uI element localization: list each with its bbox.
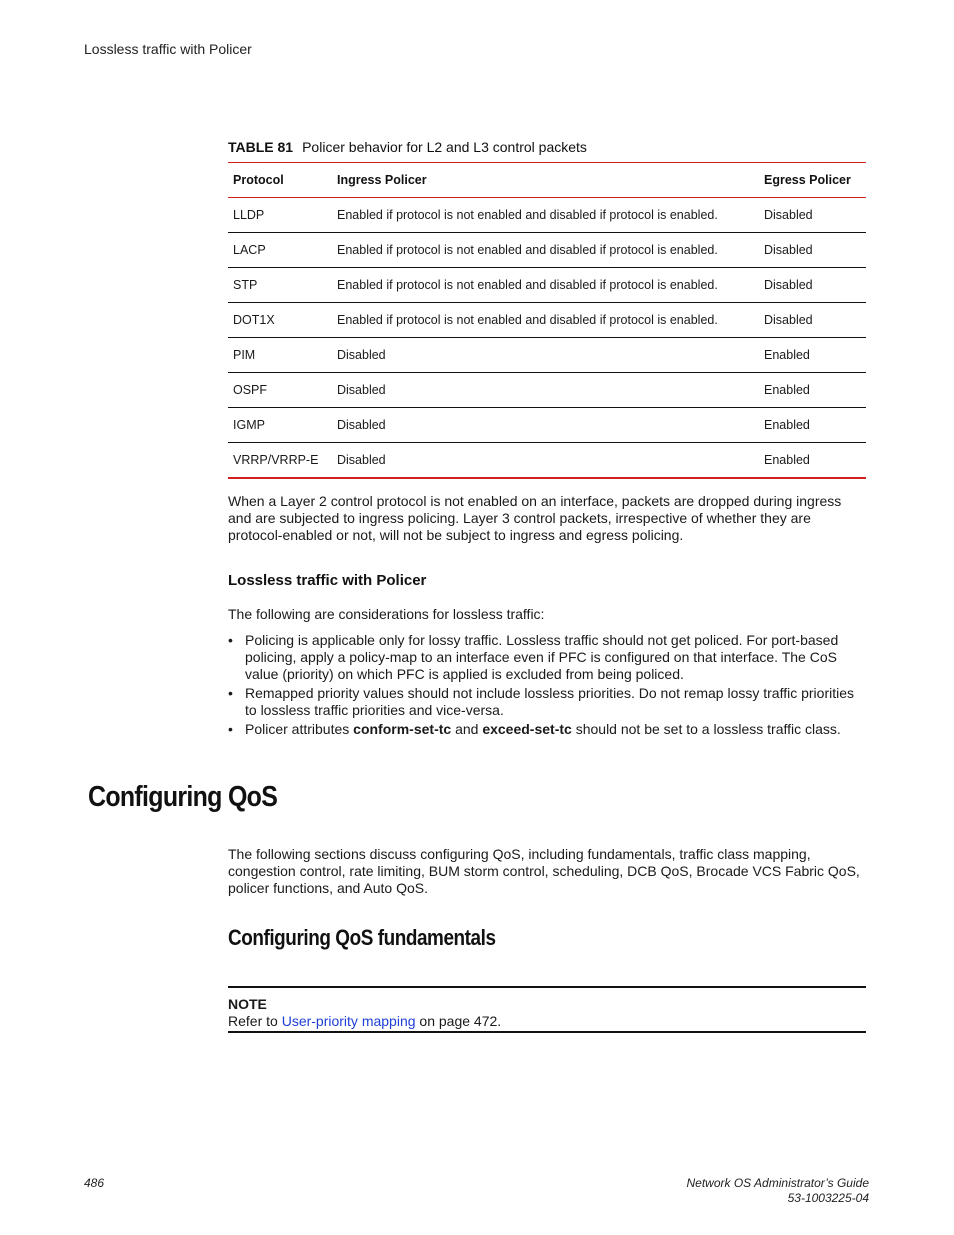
list-item <box>228 685 868 719</box>
table-number: TABLE 81 <box>228 139 294 155</box>
attribute-conform-set-tc: conform-set-tc <box>353 721 452 737</box>
note-box <box>228 986 866 1033</box>
list-item <box>228 632 868 683</box>
ingress-cell: Disabled <box>337 348 386 362</box>
list-item <box>228 721 868 738</box>
lossless-intro: The following are considerations for lossless traffic: <box>228 606 545 622</box>
bullet-text-post: should not be set to a lossless traffic class. <box>571 721 841 737</box>
lossless-bullet-list <box>228 632 868 740</box>
ingress-cell: Enabled if protocol is not enabled and disabled if protocol is enabled. <box>337 278 718 292</box>
bullet-text-mid: and <box>451 721 483 737</box>
ingress-cell: Disabled <box>337 383 386 397</box>
column-header-ingress: Ingress Policer <box>337 173 427 187</box>
egress-cell: Disabled <box>764 313 813 327</box>
bullet-mark: • <box>228 632 233 648</box>
ingress-cell: Enabled if protocol is not enabled and disabled if protocol is enabled. <box>337 208 718 222</box>
footer-doc-title: Network OS Administrator’s Guide <box>686 1176 869 1190</box>
egress-cell: Disabled <box>764 278 813 292</box>
configuring-qos-heading: Configuring QoS <box>88 781 278 813</box>
ingress-cell: Enabled if protocol is not enabled and disabled if protocol is enabled. <box>337 243 718 257</box>
running-header: Lossless traffic with Policer <box>84 41 252 57</box>
egress-cell: Enabled <box>764 418 810 432</box>
table-row <box>228 373 866 408</box>
footer-doc-info <box>686 1176 869 1206</box>
protocol-cell: DOT1X <box>233 313 275 327</box>
table-row <box>228 408 866 443</box>
page-number: 486 <box>84 1176 105 1190</box>
protocol-cell: OSPF <box>233 383 268 397</box>
table-row <box>228 268 866 303</box>
ingress-cell: Disabled <box>337 453 386 467</box>
bullet-mark: • <box>228 721 233 737</box>
table-row <box>228 198 866 233</box>
configuring-qos-paragraph: The following sections discuss configuring QoS, including fundamentals, traffic class mapping, congestion control, rate limiting, BUM storm control, scheduling, DCB QoS, Brocade VCS Fabric QoS, policer functions, and Auto QoS. <box>228 846 860 896</box>
egress-cell: Enabled <box>764 383 810 397</box>
policer-behavior-table <box>228 162 866 479</box>
egress-cell: Disabled <box>764 243 813 257</box>
table-row <box>228 443 866 479</box>
ingress-cell: Disabled <box>337 418 386 432</box>
footer-doc-number: 53-1003225-04 <box>787 1191 869 1205</box>
protocol-cell: LACP <box>233 243 266 257</box>
note-text-post: on page 472. <box>415 1013 502 1029</box>
egress-cell: Enabled <box>764 348 810 362</box>
qos-fundamentals-heading: Configuring QoS fundamentals <box>228 925 496 950</box>
table-row <box>228 233 866 268</box>
after-table-paragraph: When a Layer 2 control protocol is not enabled on an interface, packets are dropped during ingress and are subjected to ingress policing. Layer 3 control packets, irrespective of whether they are protocol-enabled or not, will not be subject to ingress and egress policing. <box>228 493 842 543</box>
note-text <box>228 1013 866 1030</box>
note-text-pre: Refer to <box>228 1013 282 1029</box>
column-header-egress: Egress Policer <box>764 173 851 187</box>
column-header-protocol: Protocol <box>233 173 284 187</box>
protocol-cell: PIM <box>233 348 256 362</box>
lossless-heading: Lossless traffic with Policer <box>228 572 427 589</box>
table-caption <box>228 139 587 155</box>
table-row <box>228 338 866 373</box>
bullet-mark: • <box>228 685 233 701</box>
user-priority-mapping-link[interactable]: User-priority mapping <box>281 1013 416 1029</box>
attribute-exceed-set-tc: exceed-set-tc <box>482 721 572 737</box>
ingress-cell: Enabled if protocol is not enabled and disabled if protocol is enabled. <box>337 313 718 327</box>
protocol-cell: LLDP <box>233 208 265 222</box>
egress-cell: Enabled <box>764 453 810 467</box>
table-caption-text: Policer behavior for L2 and L3 control packets <box>302 139 587 155</box>
egress-cell: Disabled <box>764 208 813 222</box>
protocol-cell: IGMP <box>233 418 265 432</box>
protocol-cell: STP <box>233 278 258 292</box>
table-header-row <box>228 163 866 198</box>
protocol-cell: VRRP/VRRP-E <box>233 453 319 467</box>
bullet-text-pre: Policer attributes <box>245 721 354 737</box>
bullet-text: Policing is applicable only for lossy traffic. Lossless traffic should not get policed. For port-based policing, apply a policy-map to an interface even if PFC is configured on that interface. The CoS value (priority) on which PFC is applied is excluded from being policed. <box>245 632 839 682</box>
note-label: NOTE <box>228 996 267 1012</box>
table-row <box>228 303 866 338</box>
bullet-text: Remapped priority values should not include lossless priorities. Do not remap lossy traffic priorities to lossless traffic priorities and vice-versa. <box>245 685 855 718</box>
